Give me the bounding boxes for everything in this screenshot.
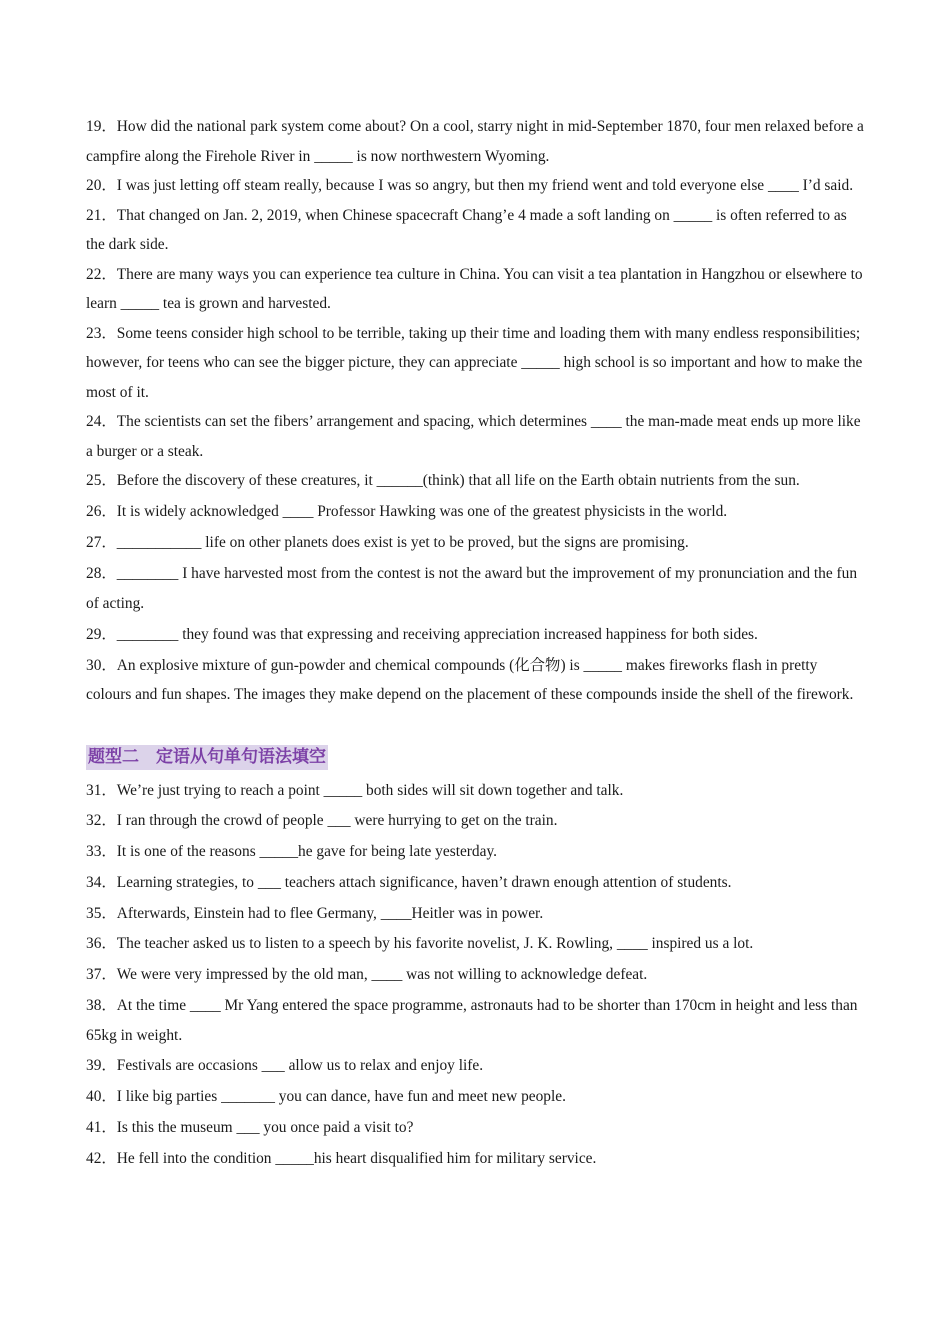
question-41: 41．Is this the museum ___ you once paid a visit to? xyxy=(86,1118,414,1136)
question-20: 20．I was just letting off steam really, because I was so angry, but then my friend went and told everyone else ____ I’d said. xyxy=(86,177,854,194)
document-page xyxy=(86,112,866,1175)
question-40: 40．I like big parties _______ you can dance, have fun and meet new people. xyxy=(86,1088,566,1106)
question-36: 36．The teacher asked us to listen to a speech by his favorite novelist, J. K. Rowling, ____ inspired us a lot. xyxy=(86,935,754,953)
question-31: 31．We’re just trying to reach a point _____ both sides will sit down together and talk. xyxy=(86,781,624,799)
question-35: 35．Afterwards, Einstein had to flee Germany, ____Heitler was in power. xyxy=(86,904,544,922)
question-25: 25．Before the discovery of these creatures, it ______(think) that all life on the Earth obtain nutrients from the sun. xyxy=(86,472,800,489)
question-34: 34．Learning strategies, to ___ teachers attach significance, haven’t drawn enough attention of students. xyxy=(86,873,732,891)
question-28: 28．________ I have harvested most from the contest is not the award but the improvement of my pronunciation and the fun of acting. xyxy=(86,565,858,612)
question-42: 42．He fell into the condition _____his heart disqualified him for military service. xyxy=(86,1149,597,1167)
question-38: 38．At the time ____ Mr Yang entered the space programme, astronauts had to be shorter than 170cm in height and less than 65kg in weight. xyxy=(86,997,858,1044)
question-32: 32．I ran through the crowd of people ___ were hurrying to get on the train. xyxy=(86,812,558,830)
question-24: 24．The scientists can set the fibers’ arrangement and spacing, which determines ____ the man-made meat ends up more like a burger or a steak. xyxy=(86,413,861,460)
section-questions-19-30 xyxy=(86,112,866,710)
question-23: 23．Some teens consider high school to be terrible, taking up their time and loading them with many endless responsibilities; however, for teens who can see the bigger picture, they can appreciate _____ high school is so important and how to make the most of it. xyxy=(86,324,863,401)
question-22: 22．There are many ways you can experience tea culture in China. You can visit a tea plantation in Hangzhou or elsewhere to learn _____ tea is grown and harvested. xyxy=(86,265,863,312)
section-heading xyxy=(86,745,328,770)
section-questions-31-42 xyxy=(86,776,866,1174)
question-39: 39．Festivals are occasions ___ allow us to relax and enjoy life. xyxy=(86,1057,484,1075)
question-37: 37．We were very impressed by the old man, ____ was not willing to acknowledge defeat. xyxy=(86,966,648,984)
question-27: 27．___________ life on other planets does exist is yet to be proved, but the signs are promising. xyxy=(86,534,689,551)
question-19: 19．How did the national park system come about? On a cool, starry night in mid-September 1870, four men relaxed before a campfire along the Firehole River in _____ is now northwestern Wyoming. xyxy=(86,118,864,165)
question-26: 26．It is widely acknowledged ____ Professor Hawking was one of the greatest physicists in the world. xyxy=(86,503,728,520)
question-21: 21．That changed on Jan. 2, 2019, when Chinese spacecraft Chang’e 4 made a soft landing on _____ is often referred to as the dark side. xyxy=(86,206,847,253)
question-30: 30．An explosive mixture of gun-powder and chemical compounds (化合物) is _____ makes fireworks flash in pretty colours and fun shapes. The images they make depend on the placement of these compounds inside the shell of the firework. xyxy=(86,656,854,703)
question-33: 33．It is one of the reasons _____he gave for being late yesterday. xyxy=(86,843,497,861)
question-29: 29．________ they found was that expressing and receiving appreciation increased happiness for both sides. xyxy=(86,625,758,643)
section-heading-text: 题型二 定语从句单句语法填空 xyxy=(88,746,326,767)
